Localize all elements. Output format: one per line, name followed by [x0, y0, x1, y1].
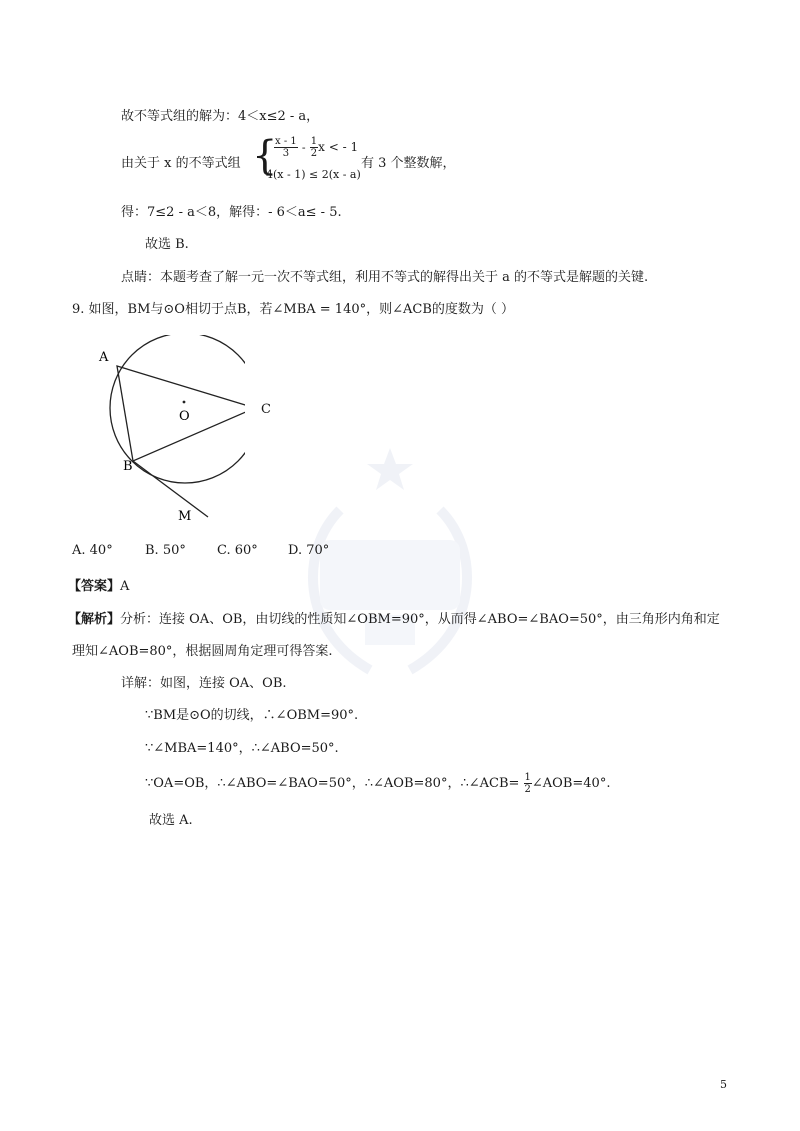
analysis-tag: 【解析】 [68, 612, 121, 627]
answer-line [68, 575, 129, 594]
star-icon [367, 448, 413, 490]
label-a: A [99, 350, 109, 365]
tangent-bm [133, 461, 208, 517]
option-c: C. 60° [217, 543, 258, 558]
detail-line: 详解：如图，连接 OA、OB. [121, 676, 287, 691]
watermark-logo [280, 440, 500, 700]
answer-tag: 【答案】 [68, 579, 121, 594]
brace-icon: { [252, 133, 278, 179]
analysis-text-1: 分析：连接 OA、OB，由切线的性质知∠OBM=90°，从而得∠ABO=∠BAO=50°，由三角形内角和定 [120, 612, 720, 627]
final-choice: 故选 A. [149, 813, 193, 828]
option-a: A. 40° [72, 543, 113, 558]
option-b: B. 50° [145, 543, 186, 558]
system-suffix: 有 3 个整数解， [361, 156, 456, 171]
page-number: 5 [720, 1078, 727, 1091]
solution-line-1: 故不等式组的解为：4＜x≤2 - a， [121, 109, 320, 124]
inequality-2: 4(x - 1) ≤ 2(x - a) [266, 168, 361, 181]
analysis-line-2: 理知∠AOB=80°，根据圆周角定理可得答案. [72, 644, 333, 659]
inequality-1: $\frac{x - 1}{3}$ - $\frac{1}{2}$ x < - 1 [275, 136, 359, 159]
circle-diagram [95, 335, 245, 530]
label-c: C [261, 402, 271, 417]
center-point [183, 401, 186, 404]
label-o: O [179, 409, 190, 424]
solution-line-3: 得：7≤2 - a＜8，解得：- 6＜a≤ - 5. [121, 205, 342, 220]
system-intro: 由关于 x 的不等式组 [121, 156, 241, 171]
option-d: D. 70° [288, 543, 330, 558]
answer-value: A [120, 579, 130, 594]
analysis-line-1 [68, 608, 720, 627]
comment-line: 点睛：本题考查了解一元一次不等式组，利用不等式的解得出关于 a 的不等式是解题的关键. [121, 270, 649, 285]
label-m: M [178, 509, 192, 524]
choose-b: 故选 B. [145, 237, 189, 252]
step-1: ∵BM是⊙O的切线，∴∠OBM=90°. [145, 708, 359, 723]
question-9: 9. 如图，BM与⊙O相切于点B，若∠MBA = 140°，则∠ACB的度数为（ ） [72, 302, 515, 317]
step-2: ∵∠MBA=140°，∴∠ABO=50°. [145, 741, 339, 756]
label-b: B [123, 459, 133, 474]
fraction-half: $\frac{1}{2}$ [524, 772, 531, 795]
step-3: ∵OA=OB，∴∠ABO=∠BAO=50°，∴∠AOB=80°，∴∠ACB= $\frac{1}{2}$ ∠AOB=40°. [145, 772, 611, 795]
